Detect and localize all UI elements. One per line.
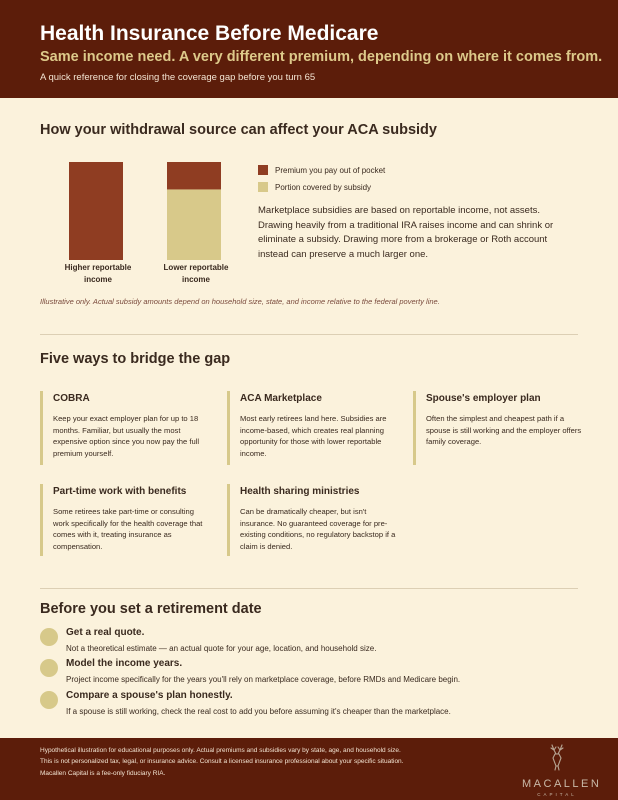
page-title: Health Insurance Before Medicare [40, 22, 379, 45]
option-card-body: Some retirees take part-time or consulting work specifically for the health coverage that comes with it, treating insurance as compensation. [53, 507, 203, 551]
page-subtitle: Same income need. A very different premium, depending on where it comes from. [40, 49, 603, 65]
checklist-item-body: If a spouse is still working, check the real cost to add you before assuming it's cheaper than the marketplace. [66, 707, 451, 716]
page-footer [0, 738, 618, 800]
option-card-body: Can be dramatically cheaper, but isn't insurance. No guaranteed coverage for pre-existing conditions, no regulatory backstop if a claim is denied. [240, 507, 396, 551]
checklist-item [40, 690, 580, 720]
option-card-title: COBRA [53, 393, 90, 404]
checklist-item [40, 627, 580, 657]
option-card-aca-marketplace [227, 391, 397, 465]
option-card-body: Most early retirees land here. Subsidies are income-based, which creates real planning opportunity for those with lower reportable income. [240, 414, 387, 458]
bar-segment-premium-1 [69, 162, 123, 260]
option-card-spouse-plan [413, 391, 583, 465]
subsidy-section-title: How your withdrawal source can affect your ACA subsidy [40, 122, 437, 138]
footer-firm-note: Macallen Capital is a fee-only fiduciary RIA. [40, 770, 166, 777]
legend-swatch-subsidy [258, 182, 268, 192]
bar-label-lower-income: Lower reportable income [163, 263, 229, 284]
page-header [0, 0, 618, 98]
option-card-title: ACA Marketplace [240, 393, 322, 404]
footer-disclaimer-line: Hypothetical illustration for educational purposes only. Actual premiums and subsidies vary by state, age, and household size. [40, 747, 401, 754]
stag-head-icon [542, 742, 572, 772]
checklist-item-title: Get a real quote. [66, 627, 145, 638]
bar-segment-premium-2 [167, 162, 221, 189]
logo-tagline: CAPITAL [537, 792, 577, 797]
footer-disclaimer-line: This is not personalized tax, legal, or insurance advice. Consult a licensed insurance professional about your specific situation. [40, 758, 404, 765]
legend-swatch-premium [258, 165, 268, 175]
bar-label-higher-income: Higher reportable income [64, 263, 132, 284]
option-card-title: Part-time work with benefits [53, 486, 187, 497]
option-card-title: Health sharing ministries [240, 486, 360, 497]
checklist-item-body: Project income specifically for the years you'll rely on marketplace coverage, before RMDs and Medicare begin. [66, 675, 461, 684]
company-logo [522, 742, 602, 797]
legend-label-premium: Premium you pay out of pocket [275, 165, 386, 175]
option-card-body: Keep your exact employer plan for up to 18 months. Familiar, but usually the most expensive option since you now pay the full premium yourself. [53, 414, 200, 458]
bullet-dot-icon [40, 628, 58, 646]
checklist-item-body: Not a theoretical estimate — an actual quote for your age, location, and household size. [66, 644, 377, 653]
section-divider [40, 334, 578, 335]
option-card-part-time-work [40, 484, 210, 556]
subsidy-chart [40, 150, 240, 262]
checklist-title: Before you set a retirement date [40, 601, 262, 617]
subsidy-explanation: Marketplace subsidies are based on reportable income, not assets. Drawing heavily from a traditional IRA raises income and can shrink or eliminate a subsidy. Drawing more from a brokerage or Roth account instead can preserve a much larger one. [258, 205, 554, 260]
option-card-title: Spouse's employer plan [426, 393, 541, 404]
legend-item-subsidy [258, 182, 371, 192]
checklist-item-title: Model the income years. [66, 658, 183, 669]
section-divider [40, 588, 578, 589]
bullet-dot-icon [40, 659, 58, 677]
option-card-cobra [40, 391, 210, 465]
legend-item-premium [258, 165, 385, 175]
checklist-item [40, 658, 580, 688]
option-card-body: Often the simplest and cheapest path if a spouse is still working and the employer offers family coverage. [426, 414, 582, 447]
checklist-item-title: Compare a spouse's plan honestly. [66, 690, 233, 701]
chart-disclaimer: Illustrative only. Actual subsidy amounts depend on household size, state, and income relative to the federal poverty line. [40, 297, 440, 306]
legend-label-subsidy: Portion covered by subsidy [275, 182, 372, 192]
bullet-dot-icon [40, 691, 58, 709]
bridge-section-title: Five ways to bridge the gap [40, 351, 231, 367]
header-note: A quick reference for closing the coverage gap before you turn 65 [40, 72, 316, 83]
option-card-health-sharing [227, 484, 397, 556]
logo-wordmark: MACALLEN [522, 778, 602, 790]
bar-segment-subsidy-2 [167, 189, 221, 260]
